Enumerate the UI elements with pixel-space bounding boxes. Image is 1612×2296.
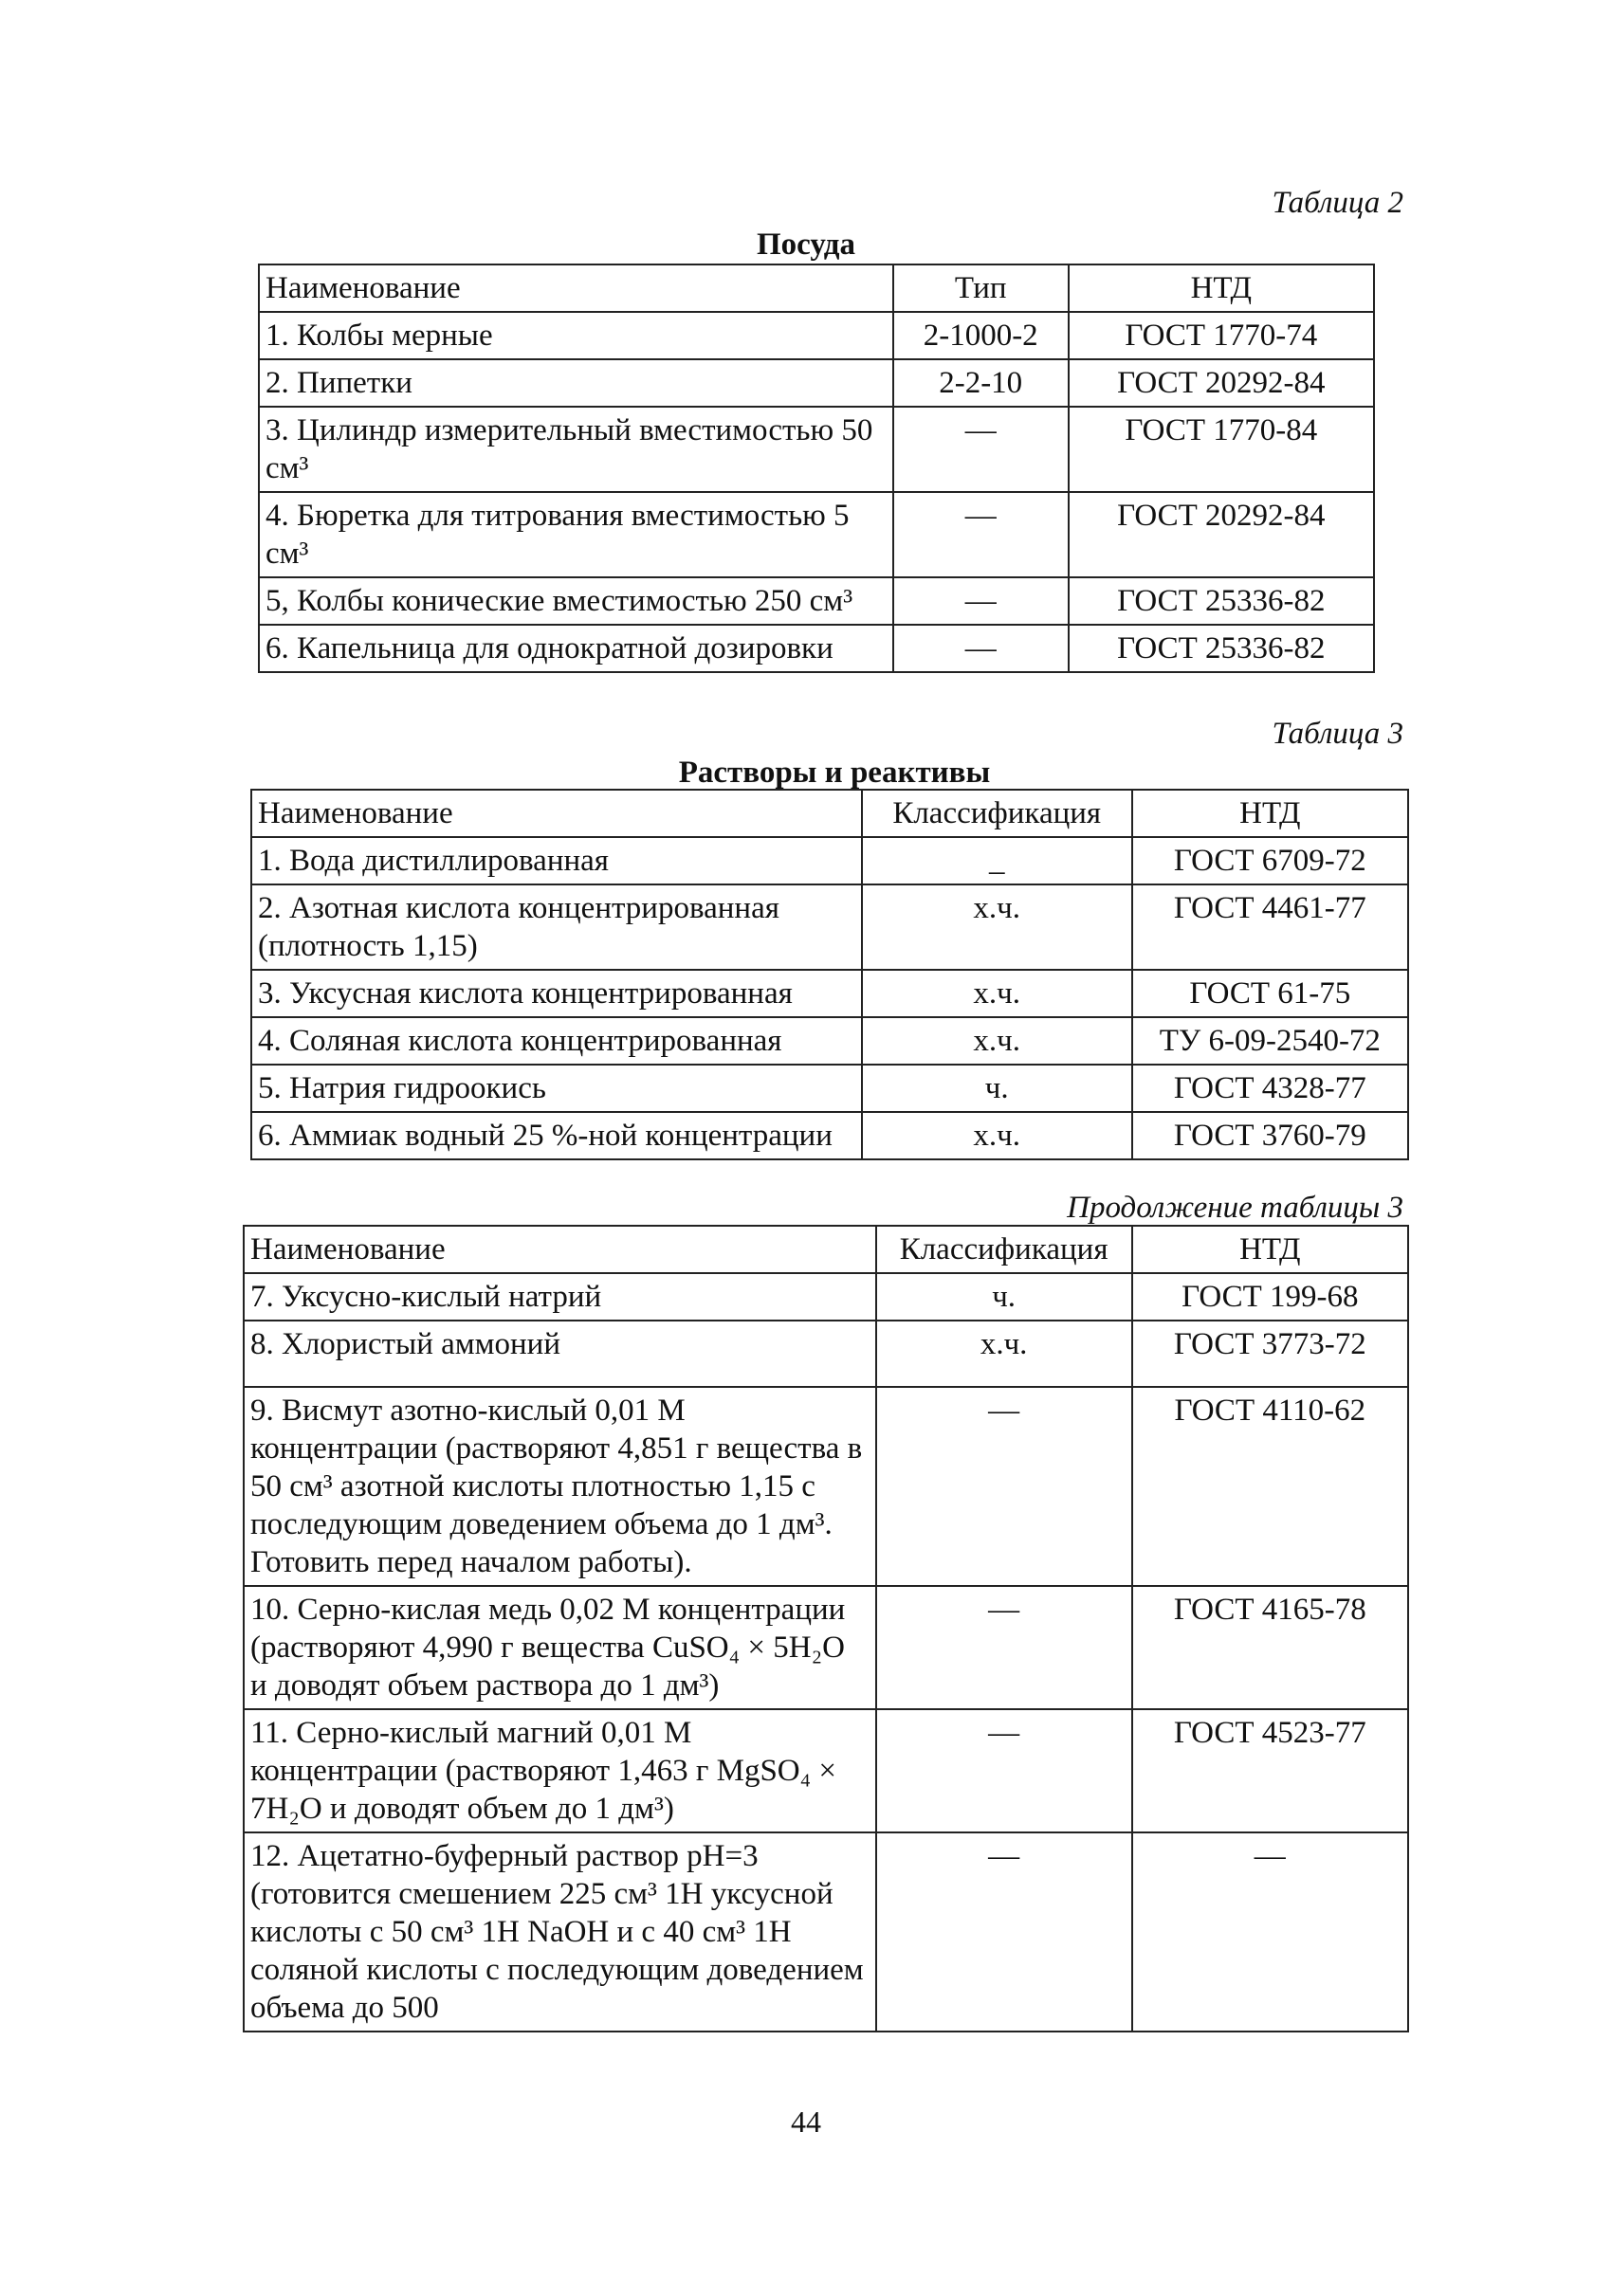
table3cont-cell-class: — [876,1709,1132,1832]
table-row [259,359,1374,407]
table3-header-name: Наименование [251,790,862,837]
table3-cell-ntd: ГОСТ 3760-79 [1132,1112,1408,1159]
table2-cell-ntd: ГОСТ 25336-82 [1069,577,1374,625]
table-row [259,625,1374,672]
table3-cell-ntd: ГОСТ 61-75 [1132,970,1408,1017]
table3cont-cell-class: — [876,1832,1132,2032]
table2-cell-name: 5, Колбы конические вместимостью 250 см³ [259,577,893,625]
table3cont-cell-ntd: ГОСТ 199-68 [1132,1273,1408,1321]
table2-cell-type: — [893,625,1069,672]
table3cont-header-row [244,1226,1408,1273]
table3-cell-ntd: ГОСТ 6709-72 [1132,837,1408,884]
page-number: 44 [791,2105,821,2139]
table3-cell-name: 3. Уксусная кислота концентрированная [251,970,862,1017]
table2-header-row [259,264,1374,312]
table3cont-cell-class: ч. [876,1273,1132,1321]
table3cont-cell-ntd: ГОСТ 4110-62 [1132,1387,1408,1586]
table-row [244,1586,1408,1709]
table2-cell-name: 6. Капельница для однократной дозировки [259,625,893,672]
table-row [251,837,1408,884]
table3-cell-class: х.ч. [862,1112,1132,1159]
table3-caption: Таблица 3 [1272,717,1403,751]
table3-continuation [243,1225,1409,2032]
table-row [259,577,1374,625]
table3cont-header-class: Классификация [876,1226,1132,1273]
table2-caption: Таблица 2 [1272,186,1403,220]
table3cont-caption: Продолжение таблицы 3 [1067,1191,1403,1225]
table3-cell-name: 1. Вода дистиллированная [251,837,862,884]
table2-cell-name: 4. Бюретка для титрования вместимостью 5 см³ [259,492,893,577]
table3cont-cell-ntd: ГОСТ 4523-77 [1132,1709,1408,1832]
table-row [244,1709,1408,1832]
table2-header-name: Наименование [259,264,893,312]
table2-cell-name: 1. Колбы мерные [259,312,893,359]
table-row [251,1017,1408,1065]
table-row [244,1832,1408,2032]
table-row [244,1273,1408,1321]
table2-cell-type: 2-1000-2 [893,312,1069,359]
table3-cell-name: 4. Соляная кислота концентрированная [251,1017,862,1065]
table-row [251,884,1408,970]
table2-cell-ntd: ГОСТ 1770-74 [1069,312,1374,359]
table-row [251,1065,1408,1112]
table3cont-cell-class: — [876,1387,1132,1586]
table2-cell-name: 3. Цилиндр измерительный вместимостью 50 см³ [259,407,893,492]
table3cont-cell-ntd: — [1132,1832,1408,2032]
table-row [251,1112,1408,1159]
table-row [251,970,1408,1017]
table3cont-cell-ntd: ГОСТ 3773-72 [1132,1321,1408,1387]
table2-cell-ntd: ГОСТ 25336-82 [1069,625,1374,672]
table-row [259,407,1374,492]
table2-title: Посуда [757,228,855,262]
table3-cell-class: ч. [862,1065,1132,1112]
table-row [244,1387,1408,1586]
table3-header-row [251,790,1408,837]
table2-header-ntd: НТД [1069,264,1374,312]
table3cont-cell-name: 11. Серно-кислый магний 0,01 М концентрации (растворяют 1,463 г MgSO₄ × 7H₂O и доводят объем до 1 дм³) [244,1709,876,1832]
table-row [259,492,1374,577]
table3-cell-name: 5. Натрия гидроокись [251,1065,862,1112]
table3-cell-class: _ [862,837,1132,884]
table3-cell-name: 2. Азотная кислота концентрированная (плотность 1,15) [251,884,862,970]
table2-cell-type: — [893,577,1069,625]
table3-cell-ntd: ТУ 6-09-2540-72 [1132,1017,1408,1065]
table3-header-ntd: НТД [1132,790,1408,837]
table3cont-cell-name: 10. Серно-кислая медь 0,02 М концентрации (растворяют 4,990 г вещества CuSO₄ × 5H₂O и доводят объем раствора до 1 дм³) [244,1586,876,1709]
table3-cell-class: х.ч. [862,1017,1132,1065]
table2-cell-ntd: ГОСТ 20292-84 [1069,492,1374,577]
table3 [250,789,1409,1160]
table3cont-cell-name: 7. Уксусно-кислый натрий [244,1273,876,1321]
table2-cell-type: — [893,492,1069,577]
table3cont-cell-class: х.ч. [876,1321,1132,1387]
table3cont-header-name: Наименование [244,1226,876,1273]
table3cont-cell-name: 9. Висмут азотно-кислый 0,01 М концентрации (растворяют 4,851 г вещества в 50 см³ азотной кислоты плотностью 1,15 с последующим доведением объема до 1 дм³. Готовить перед началом работы). [244,1387,876,1586]
table2-header-type: Тип [893,264,1069,312]
table3-cell-class: х.ч. [862,884,1132,970]
table3-cell-class: х.ч. [862,970,1132,1017]
table2-cell-ntd: ГОСТ 20292-84 [1069,359,1374,407]
table2-cell-type: 2-2-10 [893,359,1069,407]
table3-header-class: Классификация [862,790,1132,837]
table3-cell-ntd: ГОСТ 4461-77 [1132,884,1408,970]
table3cont-header-ntd: НТД [1132,1226,1408,1273]
table2-cell-ntd: ГОСТ 1770-84 [1069,407,1374,492]
table3-title: Растворы и реактивы [678,756,991,790]
table2-cell-type: — [893,407,1069,492]
table3-cell-ntd: ГОСТ 4328-77 [1132,1065,1408,1112]
table3-cell-name: 6. Аммиак водный 25 %-ной концентрации [251,1112,862,1159]
table3cont-cell-name: 8. Хлористый аммоний [244,1321,876,1387]
table-row [244,1321,1408,1387]
table2 [258,264,1375,673]
table2-cell-name: 2. Пипетки [259,359,893,407]
table3cont-cell-ntd: ГОСТ 4165-78 [1132,1586,1408,1709]
table3cont-cell-class: — [876,1586,1132,1709]
table3cont-cell-name: 12. Ацетатно-буферный раствор pH=3 (готовится смешением 225 см³ 1Н уксусной кислоты с 50 см³ 1Н NaOH и с 40 см³ 1Н соляной кислоты с последующим доведением объема до 500 [244,1832,876,2032]
table-row [259,312,1374,359]
